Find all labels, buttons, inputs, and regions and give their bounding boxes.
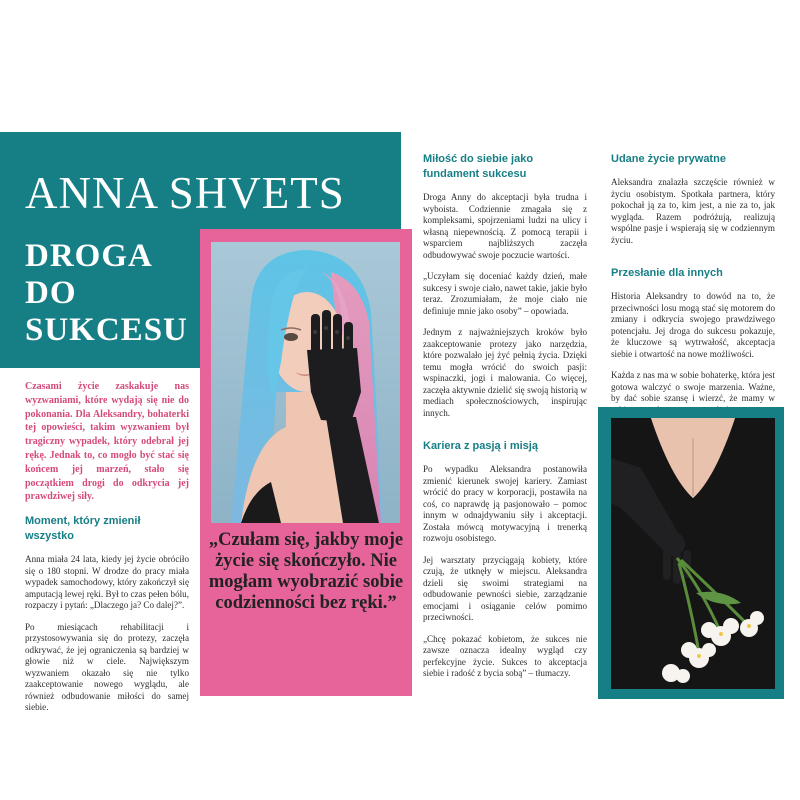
intro-paragraph: Czasami życie zaskakuje nas wyzwaniami, które wydają się nie do pokonania. Dla Aleksandry, bohaterki tej opowieści, takim wyzwaniem był tragiczny wypadek, który odebrał jej rękę. Jednak to, co mogło być stać się końcem jej marzeń, stało się początkiem drogi do odkrycia jej prawdziwej siły. xyxy=(25,381,189,503)
body-paragraph: Po miesiącach rehabilitacji i przystosowywania się do protezy, zaczęła odkrywać, że jej ograniczenia są bardziej w głowie niż w ciele. Największym wyzwaniem okazało się nie tylko zaakceptowanie nowego wyglądu, ale również odbudowanie miłości do samej siebie. xyxy=(25,621,189,713)
body-paragraph: Po wypadku Aleksandra postanowiła zmienić kierunek swojej kariery. Zamiast wrócić do pracy w korporacji, postawiła na coś, co naprawdę ją pasjonowało – pomoc innym w odnajdywaniu siły i akceptacji. Została mówcą motywacyjną i trenerką rozwoju osobistego. xyxy=(423,464,587,543)
body-paragraph: Anna miała 24 lata, kiedy jej życie obróciło się o 180 stopni. W drodze do pracy miała wypadek samochodowy, który zakończył się amputacją lewej ręki. Był to czas pełen bólu, rozpaczy i pytań: „Dlaczego ja? Co dalej?”. xyxy=(25,554,189,611)
prosthetic-flowers-photo xyxy=(611,418,775,689)
right-column xyxy=(611,152,775,416)
body-paragraph: Jednym z najważniejszych kroków było zaakceptowanie protezy jako narzędzia, które pozwalało jej żyć pełnią życia. Dzięki temu mogła wrócić do swoich pasji: wspinaczki, jogi i malowania. Co więcej, zaczęła aktywnie dzielić się swoją historią w mediach społecznościowych, inspirując innych. xyxy=(423,327,587,418)
article-subtitle xyxy=(25,238,188,349)
body-paragraph: „Chcę pokazać kobietom, że sukces nie zawsze oznacza idealny wygląd czy perfekcyjne życie. Sukces to akceptacja siebie i radość z bycia sobą” – tłumaczy. xyxy=(423,633,587,678)
portrait-photo xyxy=(211,242,400,523)
body-paragraph: Historia Aleksandry to dowód na to, że przeciwności losu mogą stać się motorem do zmiany i odkrycia swojego prawdziwego potencjału. Jej droga do sukcesu pokazuje, że kluczowe są wytrwałość, akceptacja siebie i otwartość na nowe możliwości. xyxy=(611,291,775,359)
subtitle-line: DROGA xyxy=(25,238,153,274)
body-paragraph: Aleksandra znalazła szczęście również w życiu osobistym. Spotkała partnera, który pokochał ją za to, kim jest, a nie za to, jak wygląda. Razem podróżują, realizują wspólne pasje i wspierają się w codziennym życiu. xyxy=(611,177,775,245)
body-paragraph: Każda z nas ma w sobie bohaterkę, która jest gotowa walczyć o swoje marzenia. Ważne, by dać sobie szansę i wierzć, że mamy w xyxy=(611,370,775,403)
body-paragraph: Droga Anny do akceptacji była trudna i wyboista. Codziennie zmagała się z kompleksami, spojrzeniami ludzi na ulicy i własną niepewnością. Z pomocą terapii i wsparciem najbliższych zaczęła odbudowywać swoje poczucie wartości. xyxy=(423,192,587,260)
subtitle-line: DO xyxy=(25,275,77,311)
section-heading: Udane życie prywatne xyxy=(611,153,726,165)
left-column xyxy=(25,380,189,714)
section-heading: Moment, który zmienił wszystko xyxy=(25,515,141,543)
article-title: ANNA SHVETS xyxy=(25,168,345,218)
section-heading: Miłość do siebie jako fundament sukcesu xyxy=(423,153,534,180)
pull-quote: „Czułam się, jakby moje życie się skończyło. Nie mogłam wyobrazić sobie codzienności bez ręki.” xyxy=(208,530,404,613)
body-paragraph: „Uczyłam się doceniać każdy dzień, małe sukcesy i swoje ciało, nawet takie, jakie było teraz. Zrozumiałam, że moje ciało nie definiuje mnie jako osoby” – opowiada. xyxy=(423,271,587,316)
middle-column xyxy=(423,152,587,680)
subtitle-line: SUKCESU xyxy=(25,312,188,348)
body-paragraph: Jej warsztaty przyciągają kobiety, które czują, że utknęły w miejscu. Aleksandra dzieli się swoimi strategiami na odbudowanie pewności siebie, zarządzanie emocjami i osiąganie celów pomimo przeciwności. xyxy=(423,554,587,622)
section-heading: Przesłanie dla innych xyxy=(611,267,723,279)
section-heading: Kariera z pasją i misją xyxy=(423,440,538,452)
